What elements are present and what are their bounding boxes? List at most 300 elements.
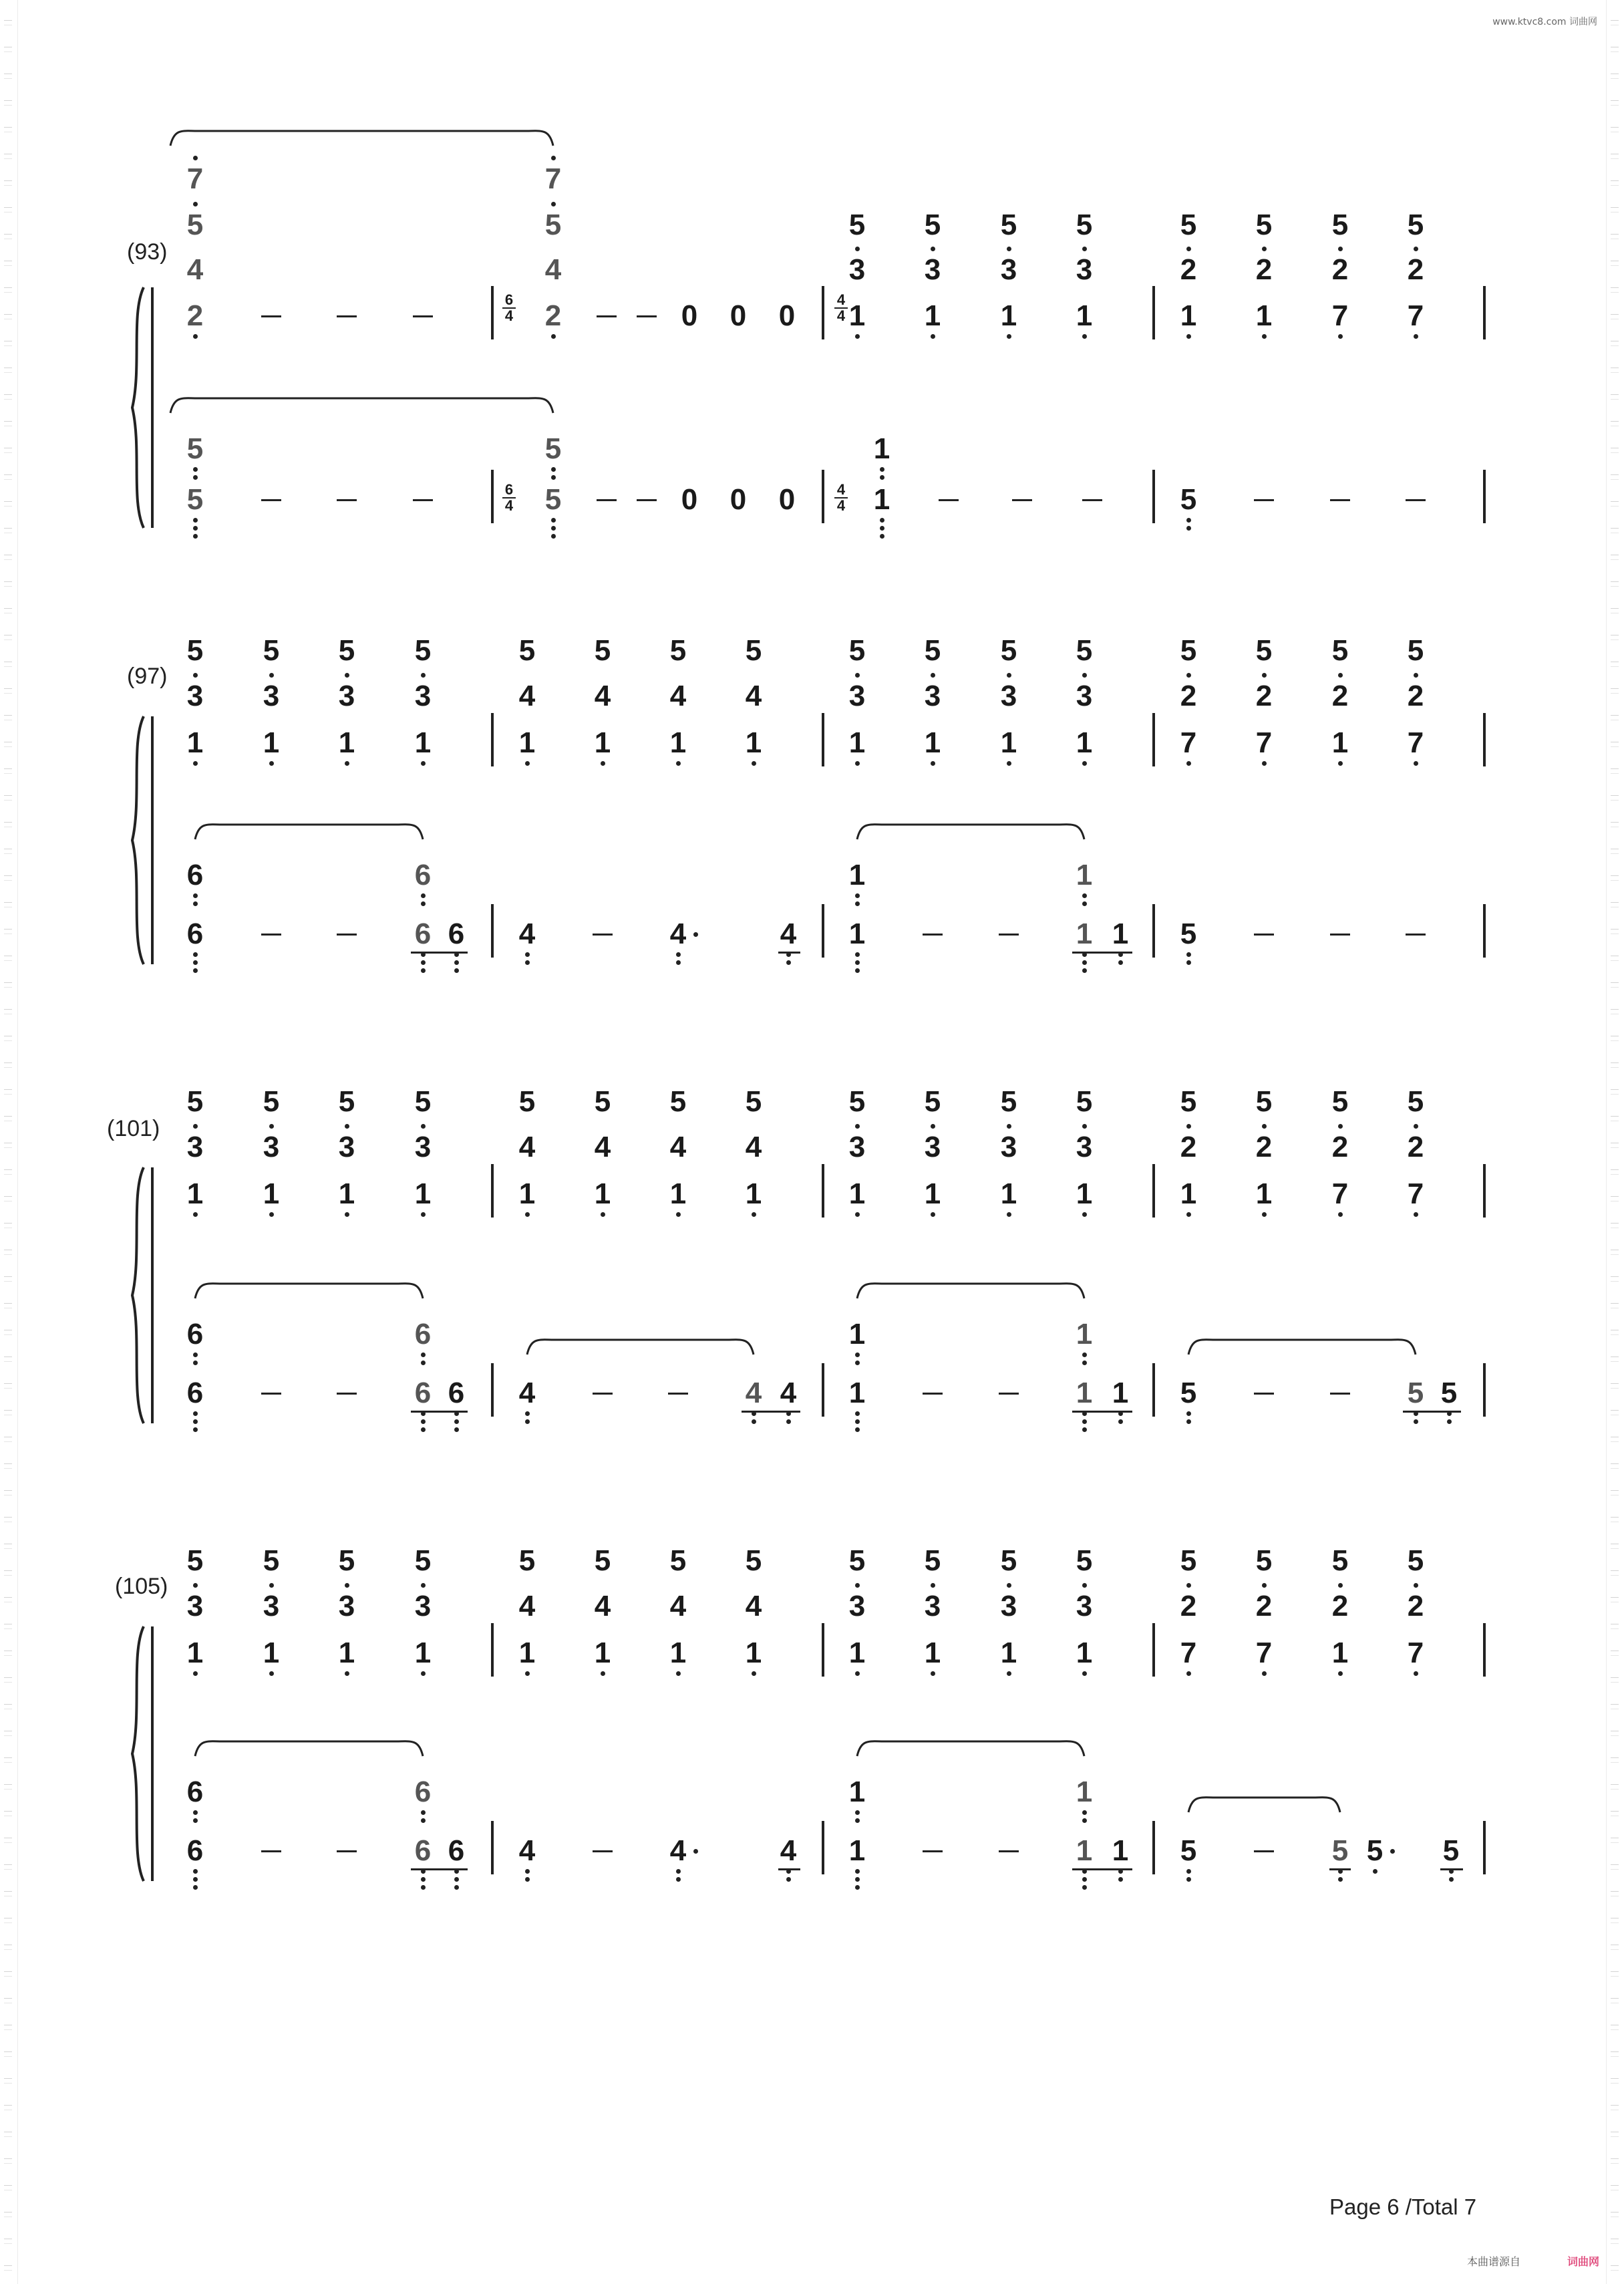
octave-dot bbox=[345, 1671, 349, 1676]
note: 1 bbox=[924, 299, 941, 332]
edge-watermark-mark bbox=[4, 1651, 12, 1656]
octave-dot bbox=[421, 1583, 426, 1588]
note: 5 bbox=[1331, 1085, 1349, 1118]
note: 5 bbox=[924, 634, 941, 667]
edge-watermark-mark bbox=[1611, 1757, 1619, 1763]
octave-dot bbox=[1186, 960, 1191, 965]
octave-dot bbox=[421, 1361, 426, 1365]
note: 0 bbox=[778, 483, 796, 516]
sustain-dash bbox=[999, 1393, 1019, 1395]
octave-dot bbox=[931, 1212, 935, 1217]
octave-dot bbox=[1118, 1419, 1123, 1424]
edge-watermark-mark bbox=[4, 875, 12, 881]
system-brace bbox=[132, 1626, 144, 1881]
octave-dot bbox=[1338, 761, 1343, 766]
octave-dot bbox=[1414, 1583, 1418, 1588]
octave-dot bbox=[1186, 1877, 1191, 1882]
edge-watermark-mark bbox=[1611, 1891, 1619, 1896]
note: 5 bbox=[1366, 1834, 1384, 1867]
sustain-dash bbox=[1330, 499, 1350, 501]
edge-watermark-mark bbox=[4, 1945, 12, 1950]
note: 5 bbox=[1407, 1085, 1424, 1118]
note: 3 bbox=[924, 1131, 941, 1163]
note: 5 bbox=[414, 1085, 432, 1118]
edge-watermark-mark bbox=[4, 1330, 12, 1335]
note: 3 bbox=[924, 253, 941, 286]
note: 5 bbox=[338, 634, 355, 667]
octave-dot bbox=[1007, 1124, 1011, 1129]
octave-dot bbox=[1082, 893, 1087, 898]
note: 0 bbox=[681, 483, 698, 516]
octave-dot bbox=[855, 893, 860, 898]
note: 1 bbox=[1076, 1377, 1093, 1409]
octave-dot bbox=[525, 952, 530, 957]
note: 4 bbox=[780, 1834, 797, 1867]
octave-dot bbox=[193, 334, 198, 339]
octave-dot bbox=[1449, 1877, 1454, 1882]
octave-dot bbox=[345, 1124, 349, 1129]
note: 1 bbox=[1076, 859, 1093, 891]
note: 3 bbox=[1076, 1131, 1093, 1163]
octave-dot bbox=[345, 1583, 349, 1588]
barline bbox=[1483, 1363, 1486, 1417]
octave-dot bbox=[855, 1411, 860, 1416]
edge-watermark-mark bbox=[4, 1303, 12, 1308]
octave-dot bbox=[193, 1877, 198, 1882]
octave-dot bbox=[1186, 1419, 1191, 1424]
time-signature-6-4-left-hand: 6 4 bbox=[502, 482, 516, 513]
note: 5 bbox=[669, 1085, 687, 1118]
edge-watermark-mark bbox=[1611, 2212, 1619, 2217]
note: 1 bbox=[1076, 1318, 1093, 1350]
barline bbox=[1152, 1623, 1155, 1677]
note: 4 bbox=[518, 1131, 536, 1163]
note: 4 bbox=[518, 1590, 536, 1622]
note: 1 bbox=[594, 1636, 611, 1669]
octave-dot bbox=[269, 761, 274, 766]
octave-dot bbox=[421, 1877, 426, 1882]
edge-watermark-mark bbox=[1611, 1330, 1619, 1335]
edge-watermark-mark bbox=[1611, 180, 1619, 186]
edge-watermark-mark bbox=[1611, 2132, 1619, 2137]
edge-watermark-mark bbox=[4, 501, 12, 507]
edge-watermark-mark bbox=[1611, 1437, 1619, 1442]
octave-dot bbox=[880, 467, 884, 472]
note: 1 bbox=[263, 726, 280, 759]
sustain-dash bbox=[1082, 499, 1102, 501]
note: 2 bbox=[1180, 680, 1197, 712]
octave-dot bbox=[676, 952, 681, 957]
octave-dot bbox=[676, 1877, 681, 1882]
octave-dot bbox=[1082, 1352, 1087, 1357]
edge-watermark-mark bbox=[4, 1677, 12, 1683]
barline bbox=[491, 1363, 494, 1417]
note: 5 bbox=[544, 483, 562, 516]
note: 3 bbox=[186, 1131, 204, 1163]
sustain-dash bbox=[1406, 934, 1426, 936]
octave-dot bbox=[1186, 1869, 1191, 1874]
octave-dot bbox=[1414, 1212, 1418, 1217]
note: 3 bbox=[924, 1590, 941, 1622]
note: 5 bbox=[1180, 208, 1197, 241]
barline bbox=[1483, 470, 1486, 523]
octave-dot bbox=[855, 1885, 860, 1890]
edge-watermark-mark bbox=[1611, 1624, 1619, 1629]
edge-watermark-mark bbox=[1611, 1089, 1619, 1095]
edge-watermark-mark bbox=[4, 715, 12, 720]
edge-watermark-mark bbox=[1611, 795, 1619, 801]
barline bbox=[1152, 904, 1155, 958]
sustain-dash bbox=[1330, 1393, 1350, 1395]
barline bbox=[822, 286, 824, 339]
note: 3 bbox=[924, 680, 941, 712]
barline bbox=[822, 470, 824, 523]
time-signature-4-4-right-hand: 4 4 bbox=[834, 293, 848, 323]
note: 4 bbox=[669, 917, 687, 950]
note: 6 bbox=[186, 917, 204, 950]
octave-dot bbox=[1414, 247, 1418, 251]
octave-dot bbox=[421, 1885, 426, 1890]
edge-watermark-mark bbox=[1611, 1945, 1619, 1950]
octave-dot bbox=[601, 1671, 605, 1676]
edge-watermark-mark bbox=[1611, 20, 1619, 25]
octave-dot bbox=[193, 673, 198, 678]
octave-dot bbox=[601, 1212, 605, 1217]
sustain-dash bbox=[597, 315, 617, 317]
octave-dot bbox=[931, 1583, 935, 1588]
sustain-dash bbox=[593, 1850, 613, 1852]
header-url: www.ktvc8.com 词曲网 bbox=[1492, 17, 1597, 27]
sustain-dash bbox=[261, 315, 281, 317]
octave-dot bbox=[193, 156, 198, 160]
edge-watermark-mark bbox=[4, 1250, 12, 1255]
octave-dot bbox=[1082, 1583, 1087, 1588]
barline bbox=[491, 713, 494, 766]
tie-slur bbox=[170, 398, 553, 413]
note: 1 bbox=[338, 1636, 355, 1669]
sustain-dash bbox=[923, 1850, 943, 1852]
note: 2 bbox=[1255, 1590, 1273, 1622]
edge-watermark-mark bbox=[1611, 1062, 1619, 1068]
edge-watermark-mark bbox=[1611, 1009, 1619, 1014]
note: 5 bbox=[1440, 1377, 1458, 1409]
octave-dot bbox=[525, 1212, 530, 1217]
note: 1 bbox=[848, 1636, 866, 1669]
note: 0 bbox=[778, 299, 796, 332]
octave-dot bbox=[421, 1427, 426, 1432]
note: 1 bbox=[1076, 726, 1093, 759]
octave-dot bbox=[752, 1419, 756, 1424]
barline bbox=[1152, 1363, 1155, 1417]
note: 5 bbox=[544, 208, 562, 241]
octave-dot bbox=[1007, 1212, 1011, 1217]
edge-watermark-mark bbox=[1611, 1731, 1619, 1736]
time-signature-4-4-left-hand: 4 4 bbox=[834, 482, 848, 513]
octave-dot bbox=[931, 334, 935, 339]
octave-dot bbox=[193, 1352, 198, 1357]
octave-dot bbox=[1082, 673, 1087, 678]
note: 6 bbox=[414, 1834, 432, 1867]
octave-dot bbox=[676, 960, 681, 965]
edge-watermark-mark bbox=[4, 154, 12, 159]
barline bbox=[1483, 1164, 1486, 1218]
edge-watermark-mark bbox=[4, 421, 12, 426]
sustain-dash bbox=[337, 499, 357, 501]
note: 4 bbox=[745, 680, 762, 712]
octave-dot bbox=[1414, 1124, 1418, 1129]
octave-dot bbox=[193, 1427, 198, 1432]
edge-watermark-mark bbox=[1611, 849, 1619, 854]
edge-watermark-mark bbox=[1611, 1357, 1619, 1362]
octave-dot bbox=[1082, 1427, 1087, 1432]
edge-watermark-mark bbox=[1611, 1998, 1619, 2003]
edge-watermark-mark bbox=[4, 1998, 12, 2003]
note: 5 bbox=[1000, 634, 1017, 667]
note: 4 bbox=[669, 680, 687, 712]
note: 6 bbox=[186, 1775, 204, 1808]
octave-dot bbox=[421, 761, 426, 766]
edge-watermark-mark bbox=[1611, 127, 1619, 132]
edge-watermark-mark bbox=[1611, 1838, 1619, 1843]
note: 1 bbox=[338, 726, 355, 759]
sustain-dash bbox=[593, 934, 613, 936]
note: 5 bbox=[186, 483, 204, 516]
octave-dot bbox=[525, 1411, 530, 1416]
note: 3 bbox=[1076, 680, 1093, 712]
note: 5 bbox=[1076, 1544, 1093, 1577]
edge-watermark-mark bbox=[1611, 2025, 1619, 2030]
note: 1 bbox=[848, 859, 866, 891]
barline bbox=[822, 904, 824, 958]
tie-slur bbox=[195, 825, 423, 839]
augmentation-dot bbox=[693, 932, 698, 937]
edge-watermark-mark bbox=[4, 2158, 12, 2164]
note: 1 bbox=[924, 726, 941, 759]
octave-dot bbox=[676, 1212, 681, 1217]
barline bbox=[1483, 286, 1486, 339]
octave-dot bbox=[855, 960, 860, 965]
octave-dot bbox=[1186, 761, 1191, 766]
octave-dot bbox=[269, 1671, 274, 1676]
octave-dot bbox=[855, 952, 860, 957]
note: 1 bbox=[518, 1636, 536, 1669]
edge-watermark-mark bbox=[1611, 822, 1619, 827]
octave-dot bbox=[525, 1877, 530, 1882]
octave-dot bbox=[193, 202, 198, 206]
note: 3 bbox=[338, 1131, 355, 1163]
note: 3 bbox=[848, 1590, 866, 1622]
note: 4 bbox=[594, 1590, 611, 1622]
octave-dot bbox=[551, 518, 556, 523]
octave-dot bbox=[193, 534, 198, 539]
note: 1 bbox=[669, 1636, 687, 1669]
edge-watermark-mark bbox=[1611, 207, 1619, 212]
sustain-dash bbox=[337, 1850, 357, 1852]
sustain-dash bbox=[1254, 1850, 1274, 1852]
edge-watermark-mark bbox=[4, 528, 12, 533]
note: 1 bbox=[1255, 299, 1273, 332]
note: 1 bbox=[594, 1177, 611, 1210]
note: 5 bbox=[1255, 1544, 1273, 1577]
edge-watermark-mark bbox=[1611, 956, 1619, 961]
octave-dot bbox=[345, 761, 349, 766]
edge-watermark-mark bbox=[4, 795, 12, 801]
note: 2 bbox=[544, 299, 562, 332]
note: 5 bbox=[1255, 1085, 1273, 1118]
note: 1 bbox=[263, 1636, 280, 1669]
note: 1 bbox=[186, 726, 204, 759]
note: 1 bbox=[1076, 917, 1093, 950]
note: 5 bbox=[186, 1544, 204, 1577]
note: 7 bbox=[1407, 1177, 1424, 1210]
note: 5 bbox=[1407, 208, 1424, 241]
octave-dot bbox=[880, 526, 884, 531]
edge-watermark-mark bbox=[1611, 1223, 1619, 1228]
octave-dot bbox=[421, 1671, 426, 1676]
note: 5 bbox=[848, 208, 866, 241]
octave-dot bbox=[1338, 334, 1343, 339]
note: 1 bbox=[848, 726, 866, 759]
octave-dot bbox=[1414, 673, 1418, 678]
edge-watermark-mark bbox=[4, 474, 12, 480]
note: 5 bbox=[924, 1085, 941, 1118]
octave-dot bbox=[454, 1877, 459, 1882]
note: 1 bbox=[594, 726, 611, 759]
note: 5 bbox=[1331, 208, 1349, 241]
note: 7 bbox=[186, 162, 204, 195]
note: 5 bbox=[1407, 1377, 1424, 1409]
note: 1 bbox=[848, 299, 866, 332]
system-brace bbox=[132, 716, 144, 964]
edge-watermark-mark bbox=[1611, 1196, 1619, 1201]
edge-watermark-mark bbox=[4, 1731, 12, 1736]
edge-watermark-mark bbox=[4, 581, 12, 587]
octave-dot bbox=[193, 968, 198, 973]
octave-dot bbox=[421, 1419, 426, 1424]
note: 4 bbox=[669, 1834, 687, 1867]
octave-dot bbox=[345, 1212, 349, 1217]
edge-watermark-mark bbox=[1611, 1116, 1619, 1121]
octave-dot bbox=[454, 1419, 459, 1424]
edge-watermark-mark bbox=[4, 902, 12, 907]
octave-dot bbox=[551, 475, 556, 480]
octave-dot bbox=[193, 901, 198, 906]
octave-dot bbox=[454, 968, 459, 973]
note: 5 bbox=[338, 1085, 355, 1118]
barline bbox=[1152, 286, 1155, 339]
note: 4 bbox=[594, 1131, 611, 1163]
note: 1 bbox=[186, 1177, 204, 1210]
octave-dot bbox=[1262, 673, 1267, 678]
octave-dot bbox=[855, 1869, 860, 1874]
octave-dot bbox=[676, 1671, 681, 1676]
sustain-dash bbox=[337, 1393, 357, 1395]
note: 2 bbox=[1407, 680, 1424, 712]
edge-watermark-mark bbox=[1611, 1864, 1619, 1870]
edge-watermark-mark bbox=[4, 1009, 12, 1014]
note: 6 bbox=[186, 859, 204, 891]
octave-dot bbox=[525, 1419, 530, 1424]
note: 3 bbox=[1000, 1131, 1017, 1163]
sustain-dash bbox=[261, 934, 281, 936]
note: 5 bbox=[414, 1544, 432, 1577]
edge-watermark-mark bbox=[1611, 47, 1619, 52]
edge-watermark-mark bbox=[4, 2025, 12, 2030]
edge-watermark-mark bbox=[1611, 394, 1619, 400]
sustain-dash bbox=[999, 1850, 1019, 1852]
octave-dot bbox=[1082, 1877, 1087, 1882]
edge-watermark-mark bbox=[1611, 287, 1619, 293]
note: 1 bbox=[1180, 1177, 1197, 1210]
octave-dot bbox=[1262, 1124, 1267, 1129]
octave-dot bbox=[1338, 1671, 1343, 1676]
note: 6 bbox=[186, 1318, 204, 1350]
note: 3 bbox=[848, 253, 866, 286]
edge-watermark-mark bbox=[1611, 1918, 1619, 1923]
barline bbox=[491, 1821, 494, 1874]
note: 5 bbox=[263, 1544, 280, 1577]
octave-dot bbox=[1007, 1671, 1011, 1676]
note: 7 bbox=[544, 162, 562, 195]
octave-dot bbox=[676, 1869, 681, 1874]
barline bbox=[1152, 713, 1155, 766]
barline bbox=[1152, 470, 1155, 523]
edge-watermark-mark bbox=[1611, 234, 1619, 239]
note: 5 bbox=[1076, 1085, 1093, 1118]
edge-watermark-mark bbox=[1611, 635, 1619, 640]
edge-watermark-mark bbox=[1611, 715, 1619, 720]
edge-watermark-mark bbox=[4, 688, 12, 694]
note: 1 bbox=[669, 1177, 687, 1210]
tie-slur bbox=[857, 825, 1084, 839]
octave-dot bbox=[1447, 1419, 1452, 1424]
note: 5 bbox=[1255, 634, 1273, 667]
note: 5 bbox=[544, 432, 562, 465]
edge-watermark-mark bbox=[1611, 1517, 1619, 1522]
note: 4 bbox=[745, 1590, 762, 1622]
eighth-underline bbox=[1072, 1411, 1132, 1413]
note: 7 bbox=[1255, 726, 1273, 759]
octave-dot bbox=[421, 1212, 426, 1217]
octave-dot bbox=[193, 1124, 198, 1129]
sustain-dash bbox=[597, 499, 617, 501]
edge-watermark-mark bbox=[4, 127, 12, 132]
note: 2 bbox=[1407, 1590, 1424, 1622]
edge-watermark-mark bbox=[4, 2185, 12, 2190]
note: 3 bbox=[263, 1590, 280, 1622]
note: 6 bbox=[414, 1318, 432, 1350]
edge-watermark-mark bbox=[1611, 501, 1619, 507]
octave-dot bbox=[193, 475, 198, 480]
octave-dot bbox=[525, 960, 530, 965]
octave-dot bbox=[454, 1427, 459, 1432]
note: 5 bbox=[518, 634, 536, 667]
edge-watermark-mark bbox=[4, 341, 12, 346]
octave-dot bbox=[1186, 1411, 1191, 1416]
note: 1 bbox=[414, 1636, 432, 1669]
edge-watermark-mark bbox=[4, 1410, 12, 1415]
eighth-underline bbox=[411, 952, 468, 954]
octave-dot bbox=[421, 968, 426, 973]
edge-watermark-mark bbox=[4, 1757, 12, 1763]
octave-dot bbox=[193, 526, 198, 531]
note: 5 bbox=[1000, 208, 1017, 241]
octave-dot bbox=[855, 1212, 860, 1217]
note: 5 bbox=[594, 1085, 611, 1118]
note: 2 bbox=[1331, 1590, 1349, 1622]
note: 1 bbox=[924, 1636, 941, 1669]
note: 1 bbox=[518, 726, 536, 759]
